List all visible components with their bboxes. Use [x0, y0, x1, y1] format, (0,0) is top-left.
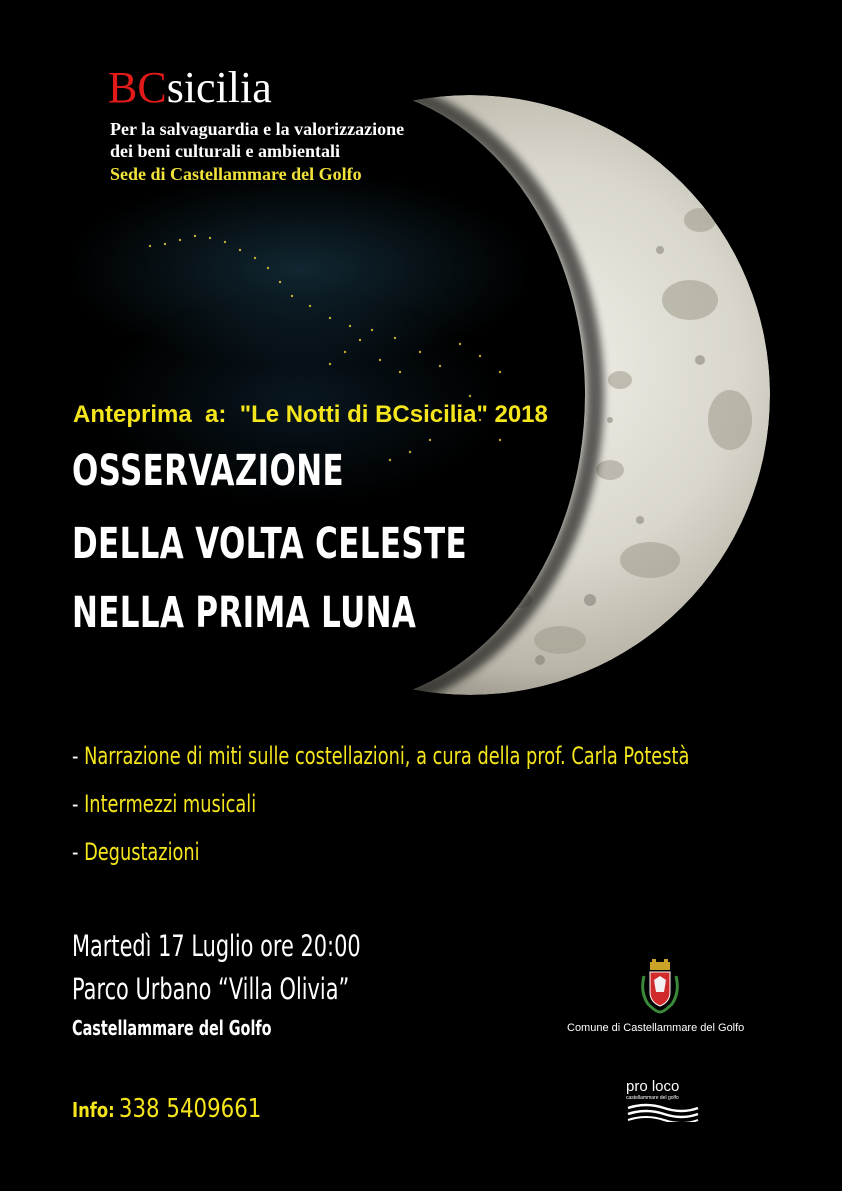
- crest-icon: [636, 958, 684, 1014]
- info-label: Info:: [72, 1098, 115, 1122]
- tagline-line1: Per la salvaguardia e la valorizzazione: [110, 119, 405, 139]
- comune-label: Comune di Castellammare del Golfo: [567, 1022, 745, 1034]
- proloco-subtitle: castellammare del golfo: [626, 1095, 679, 1101]
- tagline-line2: dei beni culturali e ambientali: [110, 141, 341, 161]
- bullet-dash: -: [72, 742, 79, 770]
- activity-label: Narrazione di miti sulle costellazioni, a cura della prof. Carla Potestà: [84, 742, 690, 770]
- info-phone: 338 5409661: [118, 1094, 262, 1124]
- activity-item: [72, 837, 200, 867]
- proloco-wave-icon: [626, 1102, 700, 1122]
- info-line: [72, 1094, 261, 1124]
- bullet-dash: -: [72, 838, 79, 866]
- activity-label: Degustazioni: [84, 838, 200, 866]
- activity-item: [72, 741, 689, 771]
- event-date: Martedì 17 Luglio ore 20:00: [72, 929, 361, 963]
- headline-line3: NELLA PRIMA LUNA: [72, 588, 417, 638]
- headline-line1: OSSERVAZIONE: [72, 446, 345, 496]
- preview-text: Anteprima a: "Le Notti di BCsicilia" 2018: [73, 401, 548, 428]
- logo-sicilia: sicilia: [166, 63, 272, 112]
- activity-label: Intermezzi musicali: [84, 790, 257, 818]
- bcsicilia-logo: [108, 63, 272, 112]
- activity-item: [72, 789, 256, 819]
- proloco-title: pro loco: [626, 1078, 680, 1095]
- bullet-dash: -: [72, 790, 79, 818]
- logo-bc: BC: [108, 63, 167, 112]
- event-venue: Parco Urbano “Villa Olivia”: [72, 972, 350, 1006]
- proloco-logo: [626, 1078, 700, 1122]
- tagline-line3: Sede di Castellammare del Golfo: [110, 164, 362, 184]
- event-town: Castellammare del Golfo: [72, 1016, 272, 1040]
- headline-line2: DELLA VOLTA CELESTE: [72, 519, 467, 569]
